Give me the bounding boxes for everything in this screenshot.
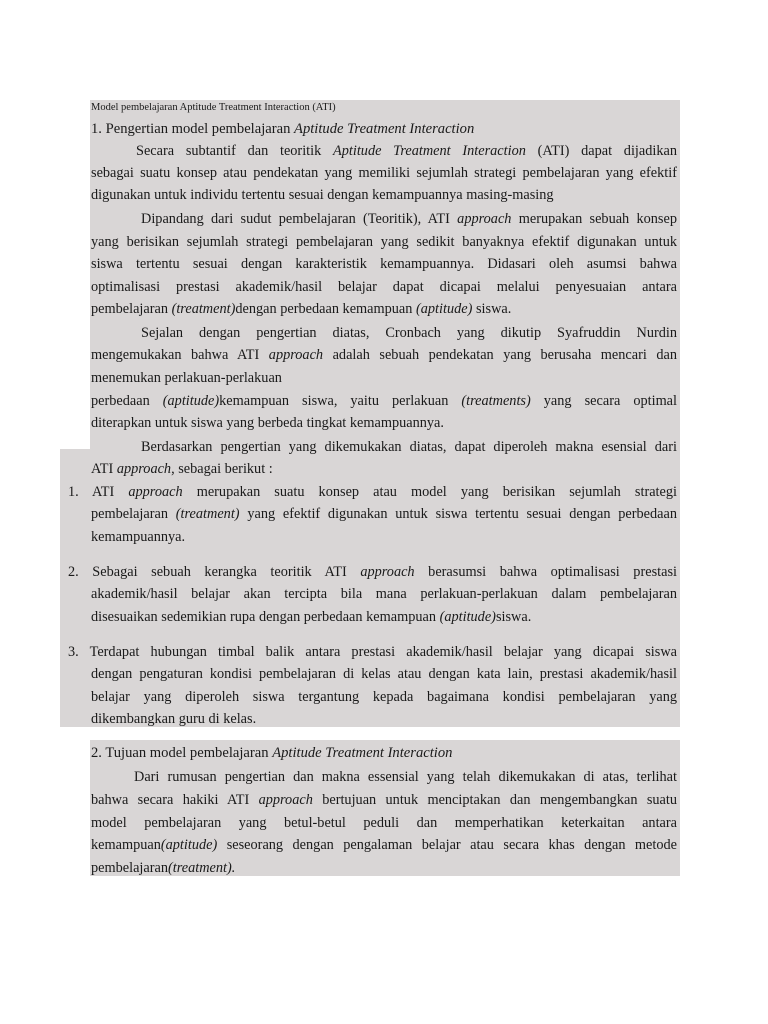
paragraph-4-line: Berdasarkan pengertian yang dikemukakan diatas, dapat diperoleh makna esensial dari — [141, 439, 677, 455]
paragraph-2-line: pembelajaran (treatment)dengan perbedaan kemampuan (aptitude) siswa. — [91, 301, 512, 317]
list-item-1-line: 1. ATI approach merupakan suatu konsep atau model yang berisikan sejumlah strategi — [68, 484, 677, 500]
list-item-3-line: dikembangkan guru di kelas. — [91, 711, 257, 727]
list-item-3-line: belajar yang diperoleh siswa tergantung kepada bagaimana kondisi pembelajaran yang — [91, 689, 677, 705]
list-item-3-line: dengan pengaturan kondisi pembelajaran di kelas atau dengan kata lain, prestasi akademik/hasil — [91, 666, 677, 682]
section-2-paragraph-line: kemampuan(aptitude) seseorang dengan pengalaman belajar atau secara khas dengan metode — [91, 837, 677, 853]
paragraph-3-line: menemukan perlakuan-perlakuan — [91, 370, 282, 386]
paragraph-3-line: perbedaan (aptitude)kemampuan siswa, yaitu perlakuan (treatments) yang secara optimal — [91, 393, 678, 409]
list-item-2-line: disesuaikan sedemikian rupa dengan perbedaan kemampuan (aptitude)siswa. — [91, 609, 532, 625]
paragraph-2-line: siswa tertentu sesuai dengan karakteristik kemampuannya. Didasari oleh asumsi bahwa — [91, 256, 677, 272]
section-1-heading: 1. Pengertian model pembelajaran Aptitude Treatment Interaction — [91, 121, 475, 137]
paragraph-2-line: optimalisasi prestasi akademik/hasil belajar dapat dicapai melalui penyesuaian antara — [91, 279, 677, 295]
paragraph-4-line: ATI approach, sebagai berikut : — [91, 461, 273, 477]
paragraph-2-line: yang berisikan sejumlah strategi pembelajaran yang sedikit banyaknya efektif digunakan untuk — [91, 234, 677, 250]
paragraph-1-line: sebagai suatu konsep atau pendekatan yang memiliki sejumlah strategi pembelajaran yang efektif — [91, 165, 677, 181]
list-item-1-line: pembelajaran (treatment) yang efektif digunakan untuk siswa tertentu sesuai dengan perbedaan — [91, 506, 677, 522]
paragraph-1-line: Secara subtantif dan teoritik Aptitude Treatment Interaction (ATI) dapat dijadikan — [136, 143, 678, 159]
section-2-paragraph-line: Dari rumusan pengertian dan makna essensial yang telah dikemukakan di atas, terlihat — [134, 769, 677, 785]
section-2-paragraph-line: model pembelajaran yang betul-betul peduli dan memperhatikan keterkaitan antara — [91, 815, 677, 831]
document-title: Model pembelajaran Aptitude Treatment Interaction (ATI) — [91, 102, 336, 113]
list-item-2-line: 2. Sebagai sebuah kerangka teoritik ATI approach berasumsi bahwa optimalisasi prestasi — [68, 564, 677, 580]
list-item-2-line: akademik/hasil belajar akan tercipta bila mana perlakuan-perlakuan dalam pembelajaran — [91, 586, 677, 602]
paragraph-3-line: diterapkan untuk siswa yang berbeda tingkat kemampuannya. — [91, 415, 444, 431]
section-2-heading: 2. Tujuan model pembelajaran Aptitude Treatment Interaction — [91, 745, 453, 761]
paragraph-3-line: mengemukakan bahwa ATI approach adalah sebuah pendekatan yang berusaha mencari dan — [91, 347, 677, 363]
section-2-paragraph-line: bahwa secara hakiki ATI approach bertujuan untuk menciptakan dan mengembangkan suatu — [91, 792, 677, 808]
paragraph-3-line: Sejalan dengan pengertian diatas, Cronbach yang dikutip Syafruddin Nurdin — [141, 325, 677, 341]
section-2-paragraph-line: pembelajaran(treatment). — [91, 860, 236, 876]
list-item-3-line: 3. Terdapat hubungan timbal balik antara prestasi akademik/hasil belajar yang dicapai siswa — [68, 644, 677, 660]
list-item-1-line: kemampuannya. — [91, 529, 186, 545]
paragraph-2-line: Dipandang dari sudut pembelajaran (Teoritik), ATI approach merupakan sebuah konsep — [141, 211, 677, 227]
paragraph-1-line: digunakan untuk individu tertentu sesuai dengan kemampuannya masing-masing — [91, 187, 554, 203]
